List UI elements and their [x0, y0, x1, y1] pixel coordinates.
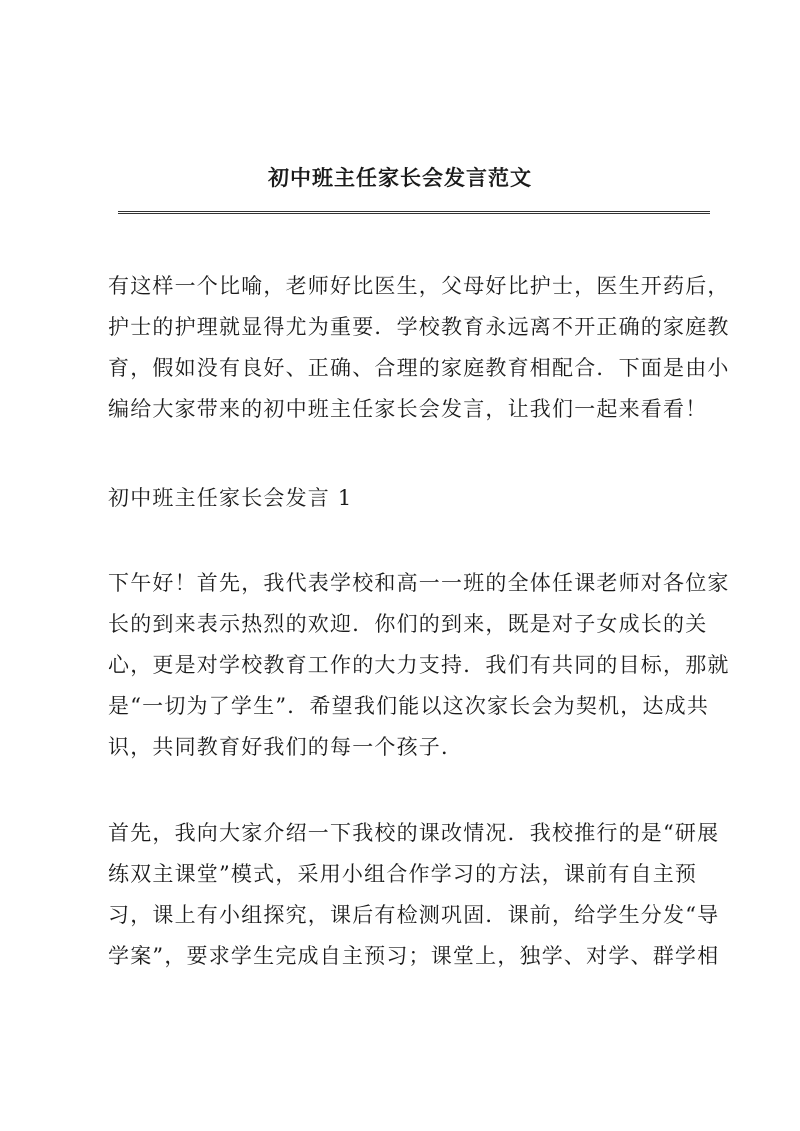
section-heading-text: 初中班主任家长会发言 1	[108, 486, 353, 510]
greeting-paragraph	[108, 563, 730, 768]
title-underline-rule	[118, 211, 710, 214]
paragraph-line: 护士的护理就显得尤为重要．学校教育永远离不开正确的家庭教	[108, 315, 730, 339]
paragraph-line: 长的到来表示热烈的欢迎．你们的到来，既是对子女成长的关	[108, 612, 708, 636]
paragraph-line: 学案”，要求学生完成自主预习；课堂上，独学、对学、群学相	[108, 944, 720, 968]
paragraph-line: 下午好！首先，我代表学校和高一一班的全体任课老师对各位家	[108, 571, 730, 595]
section-heading	[108, 478, 708, 519]
paragraph-line: 编给大家带来的初中班主任家长会发言，让我们一起来看看！	[108, 397, 708, 421]
paragraph-line: 练双主课堂”模式，采用小组合作学习的方法，课前有自主预	[108, 862, 698, 886]
reform-paragraph	[108, 813, 720, 977]
paragraph-line: 习，课上有小组探究，课后有检测巩固．课前，给学生分发“导	[108, 903, 720, 927]
paragraph-line: 有这样一个比喻，老师好比医生，父母好比护士，医生开药后，	[108, 274, 730, 298]
paragraph-line: 心，更是对学校教育工作的大力支持．我们有共同的目标，那就	[108, 653, 730, 677]
paragraph-line: 是“一切为了学生”．希望我们能以这次家长会为契机，达成共	[108, 694, 710, 718]
intro-paragraph	[108, 266, 730, 430]
document-title: 初中班主任家长会发言范文	[268, 165, 532, 190]
paragraph-line: 育，假如没有良好、正确、合理的家庭教育相配合．下面是由小	[108, 356, 730, 380]
paragraph-line: 识，共同教育好我们的每一个孩子．	[108, 735, 464, 759]
paragraph-line: 首先，我向大家介绍一下我校的课改情况．我校推行的是“研展	[108, 821, 720, 845]
